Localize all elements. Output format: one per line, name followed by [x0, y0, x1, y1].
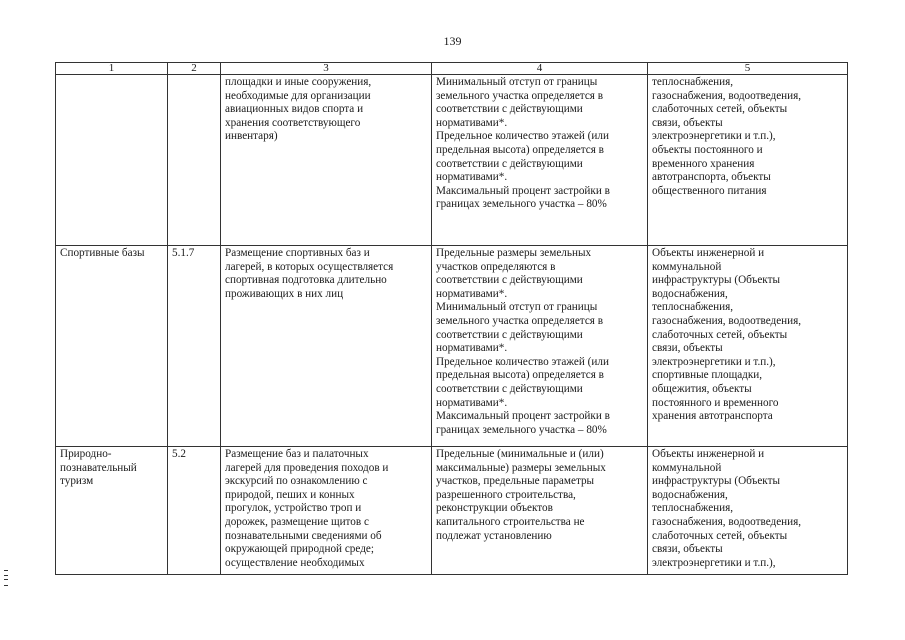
header-col-4: 4 — [432, 63, 648, 75]
use-code-cell: 5.1.7 — [168, 246, 221, 447]
use-name-cell: Природно- познавательный туризм — [56, 447, 168, 575]
parameters-cell: Минимальный отступ от границы земельного участка определяется в соответствии с действующими нормативами*. Предельное количество этажей (или предельная высота) определяется в соответствии с действующими нормативами*. Максимальный процент застройки в границах земельного участка – 80% — [432, 75, 648, 246]
header-row — [56, 63, 848, 75]
use-description-cell: Размещение баз и палаточных лагерей для проведения походов и экскурсий по ознакомлению с природой, пеших и конных прогулок, устройство троп и дорожек, размещение щитов с познавательными сведениями об окружающей природной среде; осуществление необходимых — [221, 447, 432, 575]
use-description-cell: площадки и иные сооружения, необходимые для организации авиационных видов спорта и хранения соответствующего инвентаря) — [221, 75, 432, 246]
use-code-cell: 5.2 — [168, 447, 221, 575]
header-col-1: 1 — [56, 63, 168, 75]
table-row — [56, 447, 848, 575]
use-code-cell — [168, 75, 221, 246]
use-description-cell: Размещение спортивных баз и лагерей, в которых осуществляется спортивная подготовка длительно проживающих в них лиц — [221, 246, 432, 447]
header-col-3: 3 — [221, 63, 432, 75]
parameters-cell: Предельные (минимальные и (или) максимальные) размеры земельных участков, предельные параметры разрешенного строительства, реконструкции объектов капитального строительства не подлежат установлению — [432, 447, 648, 575]
table-row — [56, 75, 848, 246]
table-row — [56, 246, 848, 447]
ancillary-objects-cell: Объекты инженерной и коммунальной инфраструктуры (Объекты водоснабжения, теплоснабжения, газоснабжения, водоотведения, слаботочных сетей, объекты связи, объекты электроэнергетики и т.п.), спортивные площадки, общежития, объекты постоянного и временного хранения автотранспорта — [648, 246, 848, 447]
land-use-table — [55, 62, 848, 575]
binding-margin-mark — [4, 570, 8, 586]
use-name-cell: Спортивные базы — [56, 246, 168, 447]
header-col-5: 5 — [648, 63, 848, 75]
ancillary-objects-cell: теплоснабжения, газоснабжения, водоотведения, слаботочных сетей, объекты связи, объекты электроэнергетики и т.п.), объекты постоянного и временного хранения автотранспорта, объекты общественного питания — [648, 75, 848, 246]
parameters-cell: Предельные размеры земельных участков определяются в соответствии с действующими нормативами*. Минимальный отступ от границы земельного участка определяется в соответствии с действующими нормативами*. Предельное количество этажей (или предельная высота) определяется в соответствии с действующими нормативами*. Максимальный процент застройки в границах земельного участка – 80% — [432, 246, 648, 447]
header-col-2: 2 — [168, 63, 221, 75]
use-name-cell — [56, 75, 168, 246]
page-number: 139 — [443, 34, 462, 48]
ancillary-objects-cell: Объекты инженерной и коммунальной инфраструктуры (Объекты водоснабжения, теплоснабжения, газоснабжения, водоотведения, слаботочных сетей, объекты связи, объекты электроэнергетики и т.п.), — [648, 447, 848, 575]
